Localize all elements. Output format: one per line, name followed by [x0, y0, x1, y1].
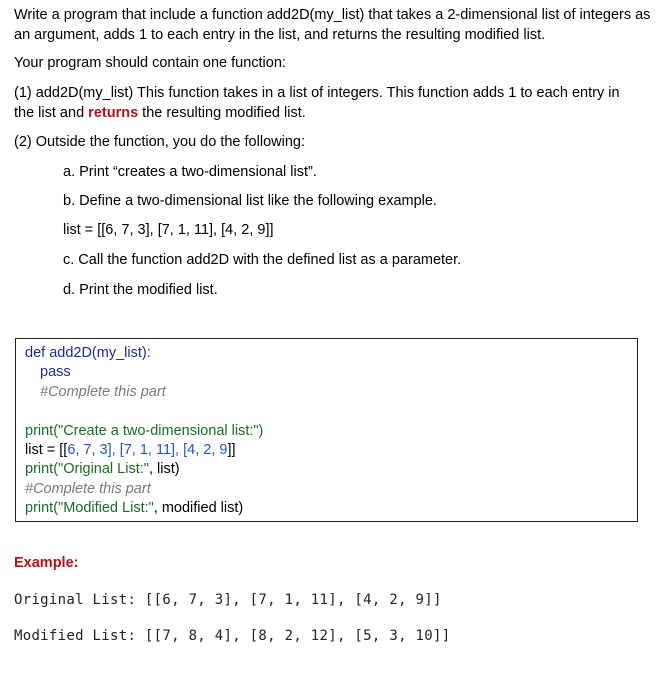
requirement-line: Your program should contain one function:	[14, 55, 286, 71]
print-close: )	[258, 423, 264, 439]
code-print-original	[25, 461, 180, 477]
step-a: a. Print “creates a two-dimensional list”.	[63, 164, 317, 180]
print-fn: print(	[25, 461, 59, 477]
step-b: b. Define a two-dimensional list like the following example.	[63, 193, 437, 209]
function-signature: add2D(my_list):	[45, 345, 151, 361]
list-suffix: ]]	[227, 442, 236, 458]
code-template-box	[15, 338, 638, 522]
code-print-modified	[25, 500, 243, 516]
print-fn: print(	[25, 423, 59, 439]
print-fn: print(	[25, 500, 59, 516]
step-c: c. Call the function add2D with the defined list as a parameter.	[63, 252, 462, 268]
item-1-line-1: (1) add2D(my_list) This function takes in a list of integers. This function adds 1 to each entry in	[14, 85, 620, 101]
print-string: "Modified List:"	[58, 500, 154, 516]
returns-highlight: returns	[88, 105, 139, 121]
problem-intro: Write a program that include a function add2D(my_list) that takes a 2-dimensional list of integers as an argument, adds 1 to each entry in the list, and returns the resulting modified list.	[14, 7, 651, 43]
code-print-create	[25, 423, 263, 439]
code-comment-1: #Complete this part	[40, 384, 166, 400]
print-string: "Create a two-dimensional list:"	[58, 423, 259, 439]
code-pass-line: pass	[40, 364, 71, 380]
code-comment-2: #Complete this part	[25, 481, 151, 497]
list-prefix: list = [[	[25, 442, 68, 458]
def-keyword: def	[25, 345, 46, 361]
item-1-line-2	[14, 105, 306, 121]
code-list-line	[25, 442, 236, 458]
print-string: "Original List:"	[58, 461, 149, 477]
step-d: d. Print the modified list.	[63, 282, 218, 298]
example-label: Example:	[14, 555, 79, 571]
list-example: list = [[6, 7, 3], [7, 1, 11], [4, 2, 9]]	[63, 222, 274, 238]
list-values: 6, 7, 3], [7, 1, 11], [4, 2, 9	[67, 442, 228, 458]
example-modified-output: Modified List: [[7, 8, 4], [8, 2, 12], [5, 3, 10]]	[14, 628, 451, 644]
item-1-text-end: the resulting modified list.	[138, 105, 306, 121]
example-original-output: Original List: [[6, 7, 3], [7, 1, 11], [4, 2, 9]]	[14, 592, 442, 608]
code-def-line	[25, 345, 151, 361]
item-1-text: the list and	[14, 105, 89, 121]
print-args: , modified list)	[153, 500, 244, 516]
item-2-line: (2) Outside the function, you do the following:	[14, 134, 305, 150]
print-args: , list)	[148, 461, 180, 477]
